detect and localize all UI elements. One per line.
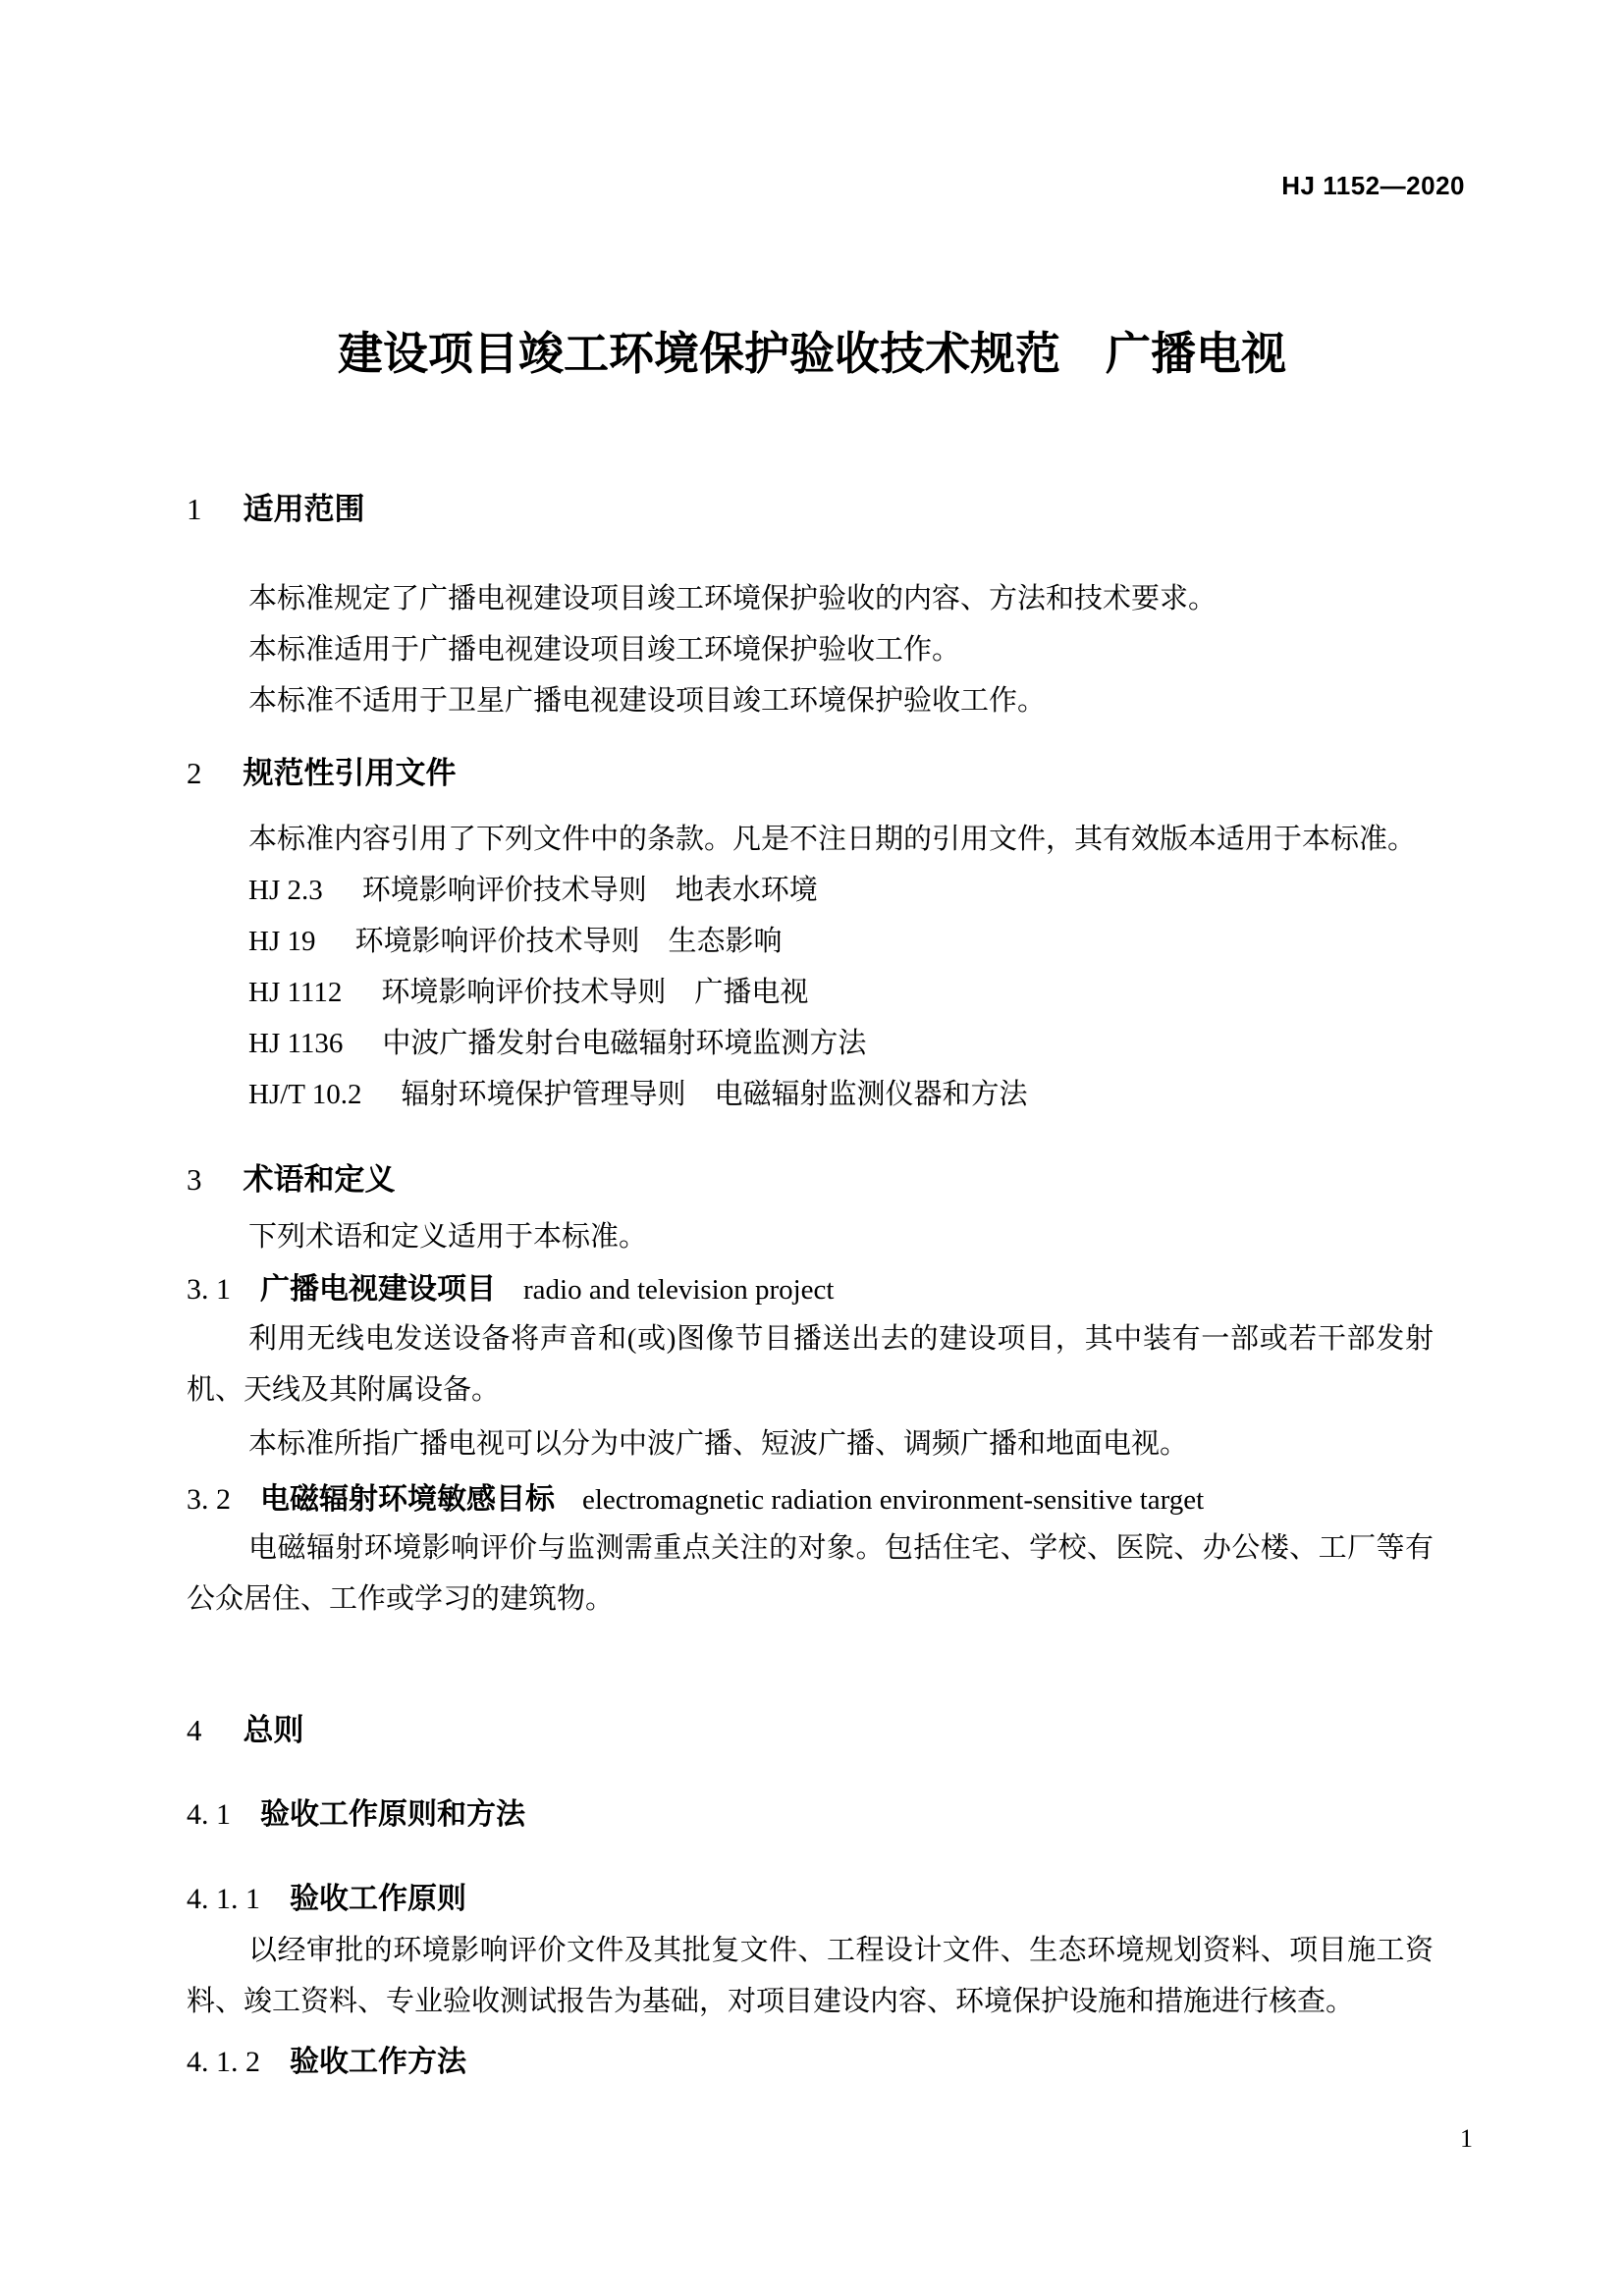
- section-1-title: 适用范围: [243, 492, 365, 526]
- document-title: 建设项目竣工环境保护验收技术规范 广播电视: [338, 328, 1286, 379]
- section-3-heading: [187, 1162, 1443, 1198]
- reference-item: [248, 1069, 1436, 1120]
- paragraph: 本标准规定了广播电视建设项目竣工环境保护验收的内容、方法和技术要求。: [248, 583, 1218, 614]
- term-3-2-heading: [187, 1483, 1443, 1518]
- term-3-1-number: 3. 1: [187, 1273, 231, 1306]
- section-2-title: 规范性引用文件: [243, 756, 457, 790]
- reference-item: [248, 916, 1436, 967]
- section-1-heading: [187, 492, 1443, 527]
- section-3-number: 3: [187, 1162, 202, 1197]
- reference-title: 中波广播发射台电磁辐射环境监测方法: [382, 1028, 867, 1059]
- term-3-1-definition: [187, 1313, 1434, 1415]
- reference-code: HJ 1136: [248, 1028, 344, 1059]
- reference-item: [248, 865, 1436, 916]
- term-3-1-chinese: 广播电视建设项目: [260, 1273, 496, 1306]
- page-number: 1: [1460, 2124, 1473, 2153]
- term-3-2-definition: [187, 1522, 1434, 1625]
- reference-title: 环境影响评价技术导则 广播电视: [381, 977, 809, 1008]
- section-4-1-2-heading: [187, 2046, 1443, 2080]
- section-4-1-number: 4. 1: [187, 1798, 231, 1831]
- term-3-2-number: 3. 2: [187, 1483, 231, 1516]
- section-3-intro: [187, 1211, 1434, 1262]
- term-3-1-english: radio and television project: [523, 1274, 835, 1306]
- paragraph: 以经审批的环境影响评价文件及其批复文件、工程设计文件、生态环境规划资料、项目施工资料、竣工资料、专业验收测试报告为基础，对项目建设内容、环境保护设施和措施进行核查。: [187, 1935, 1434, 2017]
- paragraph: 电磁辐射环境影响评价与监测需重点关注的对象。包括住宅、学校、医院、办公楼、工厂等有公众居住、工作或学习的建筑物。: [187, 1532, 1434, 1615]
- paragraph: 本标准不适用于卫星广播电视建设项目竣工环境保护验收工作。: [248, 685, 1047, 717]
- reference-code: HJ 2.3: [248, 875, 323, 906]
- paragraph: 本标准适用于广播电视建设项目竣工环境保护验收工作。: [248, 634, 961, 666]
- reference-item: [248, 1018, 1436, 1069]
- section-4-1-1-heading: [187, 1883, 1443, 1917]
- section-4-1-title: 验收工作原则和方法: [260, 1798, 525, 1831]
- reference-code: HJ 1112: [248, 977, 343, 1008]
- standard-code: HJ 1152—2020: [1281, 171, 1465, 200]
- reference-title: 辐射环境保护管理导则 电磁辐射监测仪器和方法: [401, 1079, 1028, 1110]
- section-4-1-1-number: 4. 1. 1: [187, 1883, 260, 1915]
- term-3-1-note: [187, 1418, 1434, 1469]
- normative-references-list: [248, 865, 1436, 1120]
- term-3-1-heading: [187, 1273, 1443, 1308]
- reference-code: HJ/T 10.2: [248, 1079, 362, 1110]
- section-4-1-1-body: [187, 1925, 1434, 2027]
- section-4-1-2-title: 验收工作方法: [290, 2046, 466, 2078]
- reference-title: 环境影响评价技术导则 地表水环境: [361, 875, 818, 906]
- paragraph: 利用无线电发送设备将声音和(或)图像节目播送出去的建设项目，其中装有一部或若干部发射机、天线及其附属设备。: [187, 1323, 1434, 1406]
- paragraph: 本标准内容引用了下列文件中的条款。凡是不注日期的引用文件，其有效版本适用于本标准。: [248, 824, 1417, 855]
- section-4-1-2-number: 4. 1. 2: [187, 2046, 260, 2078]
- section-1-number: 1: [187, 492, 202, 526]
- reference-title: 环境影响评价技术导则 生态影响: [354, 926, 783, 957]
- section-4-1-1-title: 验收工作原则: [290, 1883, 466, 1915]
- section-4-title: 总则: [243, 1713, 304, 1747]
- paragraph: 本标准所指广播电视可以分为中波广播、短波广播、调频广播和地面电视。: [248, 1428, 1189, 1460]
- section-1-body: [187, 573, 1434, 726]
- term-3-2-chinese: 电磁辐射环境敏感目标: [260, 1483, 555, 1516]
- section-3-title: 术语和定义: [243, 1162, 396, 1197]
- section-4-number: 4: [187, 1713, 202, 1747]
- section-4-heading: [187, 1713, 1443, 1748]
- paragraph: 下列术语和定义适用于本标准。: [248, 1221, 648, 1253]
- section-2-number: 2: [187, 756, 202, 790]
- term-3-2-english: electromagnetic radiation environment-sensitive target: [582, 1484, 1205, 1516]
- reference-code: HJ 19: [248, 926, 316, 957]
- reference-item: [248, 967, 1436, 1018]
- section-2-heading: [187, 756, 1443, 791]
- section-4-1-heading: [187, 1798, 1443, 1833]
- section-2-intro: [187, 814, 1434, 865]
